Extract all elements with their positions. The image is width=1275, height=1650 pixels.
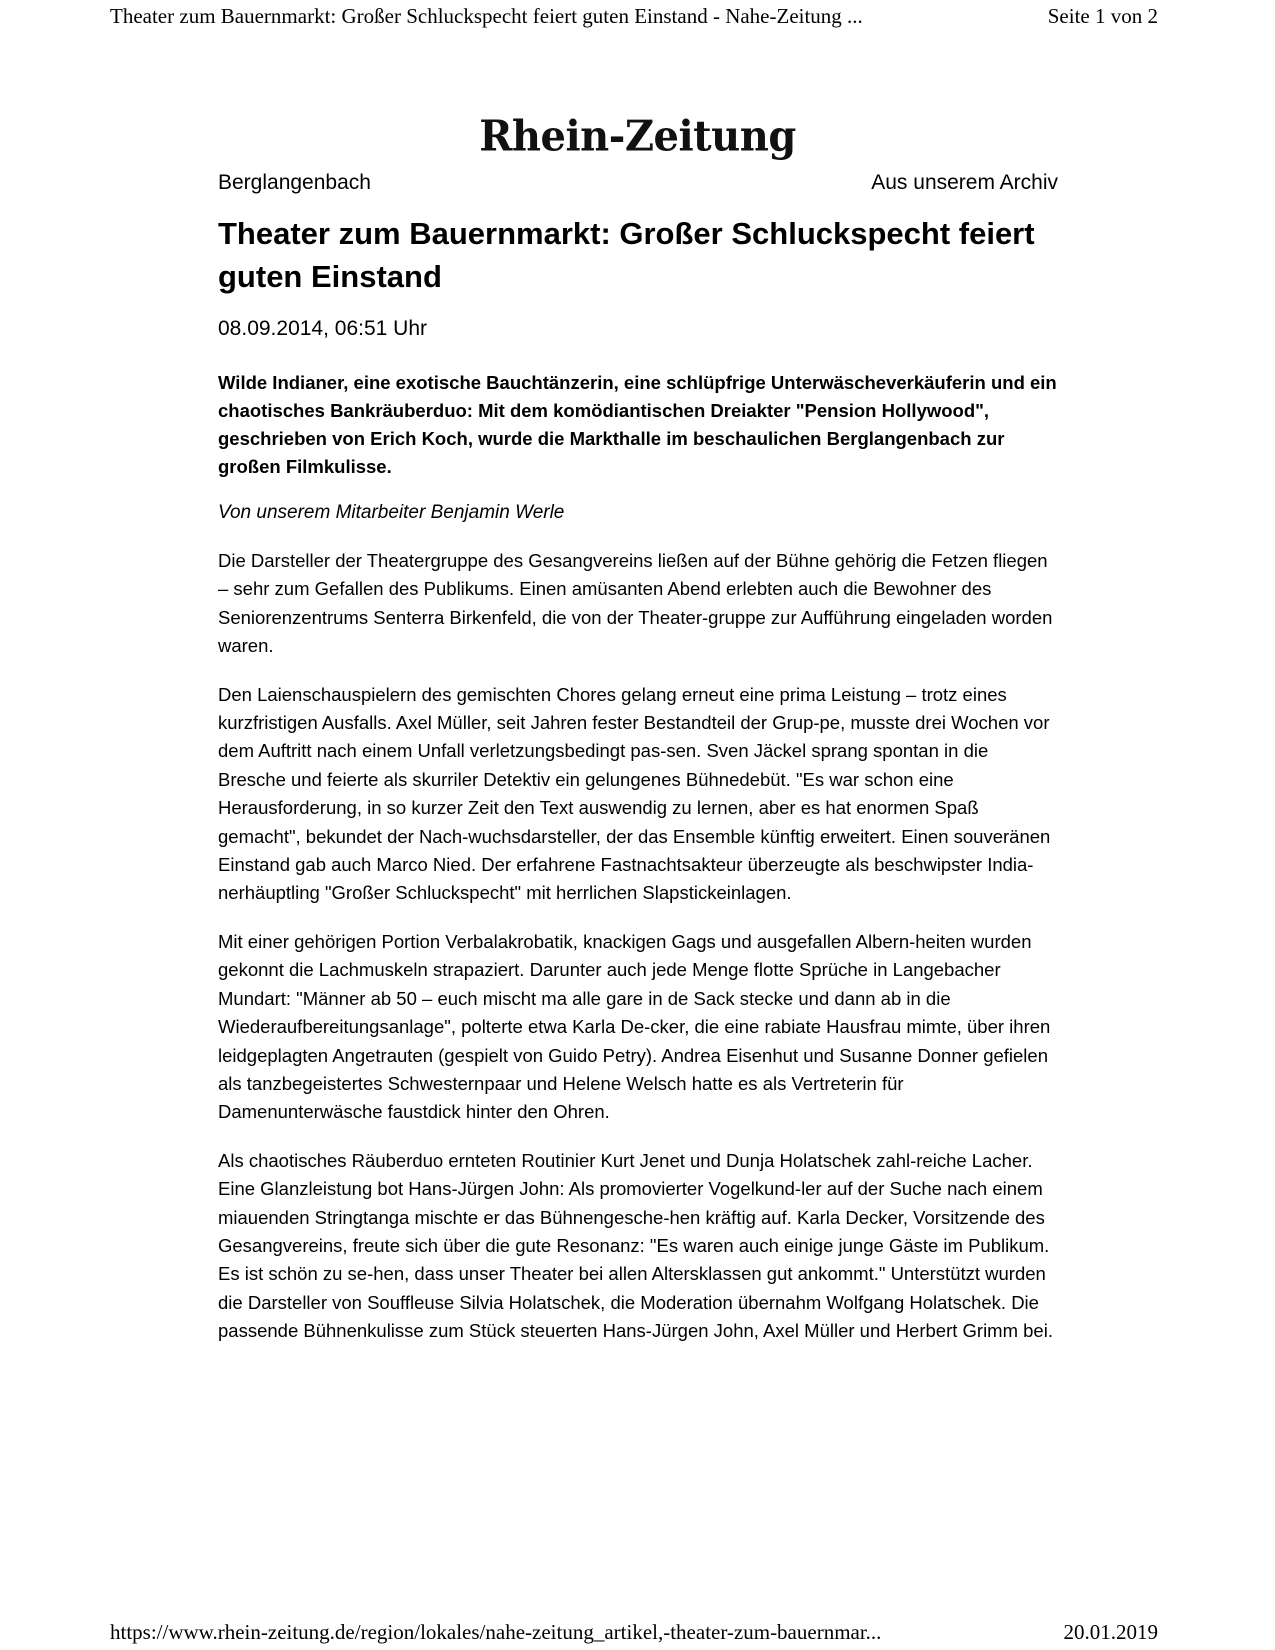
print-footer-date: 20.01.2019 <box>1063 1620 1158 1644</box>
archive-label: Aus unserem Archiv <box>871 171 1058 194</box>
article-lead: Wilde Indianer, eine exotische Bauchtänzerin, eine schlüpfrige Unterwäscheverkäuferin und ein chaotisches Bankräuberduo: Mit dem komödiantischen Dreiakter "Pension Hollywood", geschrieben von Erich Koch, wurde die Markthalle im beschaulichen Berglangenbach zur großen Filmkulisse. <box>218 372 1057 477</box>
print-header-title: Theater zum Bauernmarkt: Großer Schluckspecht feiert guten Einstand - Nahe-Zeitung ... <box>110 4 863 28</box>
article-paragraph: Mit einer gehörigen Portion Verbalakrobatik, knackigen Gags und ausgefallen Albern-heiten wurden gekonnt die Lachmuskeln strapaziert. Darunter auch jede Menge flotte Sprüche in Langebacher Mundart: "Männer ab 50 – euch mischt ma alle gare in de Sack stecke und dann ab in die Wiederaufbereitungsanlage", polterte etwa Karla De-cker, die eine rabiate Hausfrau mimte, über ihren leidgeplagten Angetrauten (gespielt von Guido Petry). Andrea Eisenhut und Susanne Donner gefielen als tanzbegeistertes Schwesternpaar und Helene Welsch hatte es als Vertreterin für Damenunterwäsche faustdick hinter den Ohren. <box>218 930 1051 1123</box>
article-dateline: 08.09.2014, 06:51 Uhr <box>218 317 427 340</box>
article-headline: Theater zum Bauernmarkt: Großer Schluckspecht feiert guten Einstand <box>218 216 1035 294</box>
article-byline: Von unserem Mitarbeiter Benjamin Werle <box>218 502 565 523</box>
article-location: Berglangenbach <box>218 171 371 194</box>
article-paragraph: Die Darsteller der Theatergruppe des Gesangvereins ließen auf der Bühne gehörig die Fetzen fliegen – sehr zum Gefallen des Publikums. Einen amüsanten Abend erlebten auch die Bewohner des Seniorenzentrums Senterra Birkenfeld, die von der Theater-gruppe zur Aufführung eingeladen worden waren. <box>218 550 1053 657</box>
print-page-indicator: Seite 1 von 2 <box>1047 4 1158 28</box>
newspaper-logo: Rhein-Zeitung <box>479 111 796 162</box>
print-footer-url[interactable]: https://www.rhein-zeitung.de/region/lokales/nahe-zeitung_artikel,-theater-zum-bauernmar... <box>110 1620 882 1644</box>
article-meta-row <box>218 170 1058 200</box>
print-footer <box>110 1620 1158 1645</box>
article <box>218 170 1058 1346</box>
article-paragraph: Den Laienschauspielern des gemischten Chores gelang erneut eine prima Leistung – trotz eines kurzfristigen Ausfalls. Axel Müller, seit Jahren fester Bestandteil der Grup-pe, musste drei Wochen vor dem Auftritt nach einem Unfall verletzungsbedingt pas-sen. Sven Jäckel sprang spontan in die Bresche und feierte als skurriler Detektiv ein gelungenes Bühnedebüt. "Es war schon eine Herausforderung, in so kurzer Zeit den Text auswendig zu lernen, aber es hat enormen Spaß gemacht", bekundet der Nach-wuchsdarsteller, der das Ensemble künftig erweitert. Einen souveränen Einstand gab auch Marco Nied. Der erfahrene Fastnachtsakteur überzeugte als beschwipster India-nerhäuptling "Großer Schluckspecht" mit herrlichen Slapstickeinlagen. <box>218 683 1051 904</box>
article-paragraph: Als chaotisches Räuberduo ernteten Routinier Kurt Jenet und Dunja Holatschek zahl-reiche Lacher. Eine Glanzleistung bot Hans-Jürgen John: Als promovierter Vogelkund-ler auf der Suche nach einem miauenden Stringtanga mischte er das Bühnengesche-hen kräftig auf. Karla Decker, Vorsitzende des Gesangvereins, freute sich über die gute Resonanz: "Es waren auch einige junge Gäste im Publikum. Es ist schön zu se-hen, dass unser Theater bei allen Altersklassen gut ankommt." Unterstützt wurden die Darsteller von Souffleuse Silvia Holatschek, die Moderation übernahm Wolfgang Holatschek. Die passende Bühnenkulisse zum Stück steuerten Hans-Jürgen John, Axel Müller und Herbert Grimm bei. <box>218 1149 1053 1342</box>
print-header <box>110 4 1158 29</box>
